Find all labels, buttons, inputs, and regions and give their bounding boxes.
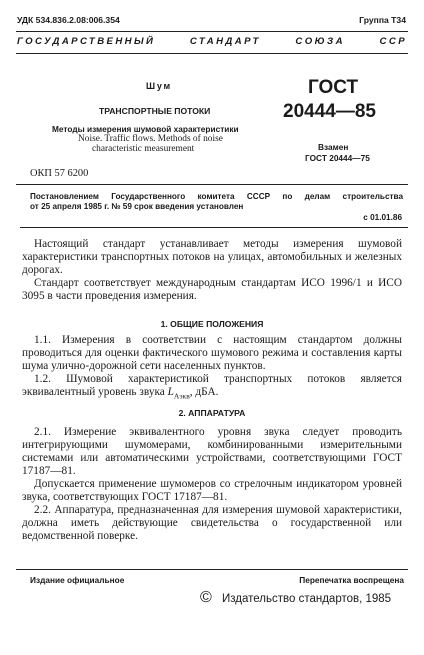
decree-date: с 01.01.86: [363, 213, 402, 222]
decree-line2: от 25 апреля 1985 г. № 59 срок введения установлен: [30, 202, 244, 211]
document-title: ТРАНСПОРТНЫЕ ПОТОКИ: [99, 106, 211, 116]
subject-title: Шум: [146, 81, 172, 91]
english-title-line1: Noise. Traffic flows. Methods of noise: [78, 134, 223, 144]
okp-code: ОКП 57 6200: [30, 168, 89, 179]
section2-heading: 2. АППАРАТУРА: [178, 408, 246, 418]
intro-text: [22, 238, 402, 303]
section1-paragraph-1: 1.1. Измерения в соответствии с настоящим стандартом должны проводиться для оценки фактического шумового режима и составления карты шума улично-дорожной сети населенных пунктов.: [22, 334, 402, 372]
decree-line1: Постановлением Государственного комитета СССР по делам строительства: [30, 192, 403, 201]
level-symbol: L: [167, 386, 174, 398]
section1-text: [22, 334, 402, 402]
banner-rule: [16, 53, 408, 54]
udk-code: УДК 534.836.2.08:006.354: [17, 15, 120, 25]
standard-banner: ГОСУДАРСТВЕННЫЙ СТАНДАРТ СОЮЗА ССР: [17, 36, 407, 47]
intro-paragraph-1: Настоящий стандарт устанавливает методы измерения шумовой характеристики транспортных потоков на улицах, автомобильных и железных дорогах.: [22, 238, 402, 276]
reprint-note: Перепечатка воспрещена: [299, 575, 404, 585]
date-rule: [20, 227, 408, 228]
copyright-icon: ©: [200, 589, 212, 606]
replaces-standard: ГОСТ 20444—75: [305, 153, 370, 163]
intro-paragraph-2: Стандарт соответствует международным стандартам ИСО 1996/1 и ИСО 3095 в части проведения измерения.: [22, 277, 402, 302]
english-title-line2: characteristic measurement: [92, 144, 195, 154]
section2-paragraph-3: 2.2. Аппаратура, предназначенная для измерения шумовой характеристики, должна иметь действующие свидетельства о государственной или ведомственной поверке.: [22, 504, 402, 542]
section2-text: [22, 426, 402, 543]
top-rule: [16, 31, 408, 32]
section2-paragraph-1: 2.1. Измерение эквивалентного уровня звука следует проводить интегрирующими шумомерами, комбинированными измерительными системами или автоматическими устройствами, соответствующими ГОСТ 17187—81.: [22, 426, 402, 477]
replaces-label: Взамен: [318, 142, 349, 152]
title-rule: [16, 184, 408, 185]
gost-number: 20444—85: [283, 101, 376, 122]
group-code: Группа Т34: [359, 15, 406, 25]
section1-paragraph-2: 1.2. Шумовой характеристикой транспортных потоков является эквивалентный уровень звука $L_{Аэкв}$, дБА.: [22, 373, 402, 401]
footer-rule: [16, 569, 408, 570]
document-subtitle: Методы измерения шумовой характеристики: [52, 124, 239, 134]
section1-heading: 1. ОБЩИЕ ПОЛОЖЕНИЯ: [160, 319, 264, 329]
edition-note: Издание официальное: [30, 575, 125, 585]
level-subscript: Аэкв: [173, 391, 190, 401]
gost-label: ГОСТ: [308, 77, 359, 98]
publisher-line: Издательство стандартов, 1985: [222, 593, 392, 605]
section2-paragraph-2: Допускается применение шумомеров со стрелочным индикатором уровней звука, соответствующих ГОСТ 17187—81.: [22, 478, 402, 503]
